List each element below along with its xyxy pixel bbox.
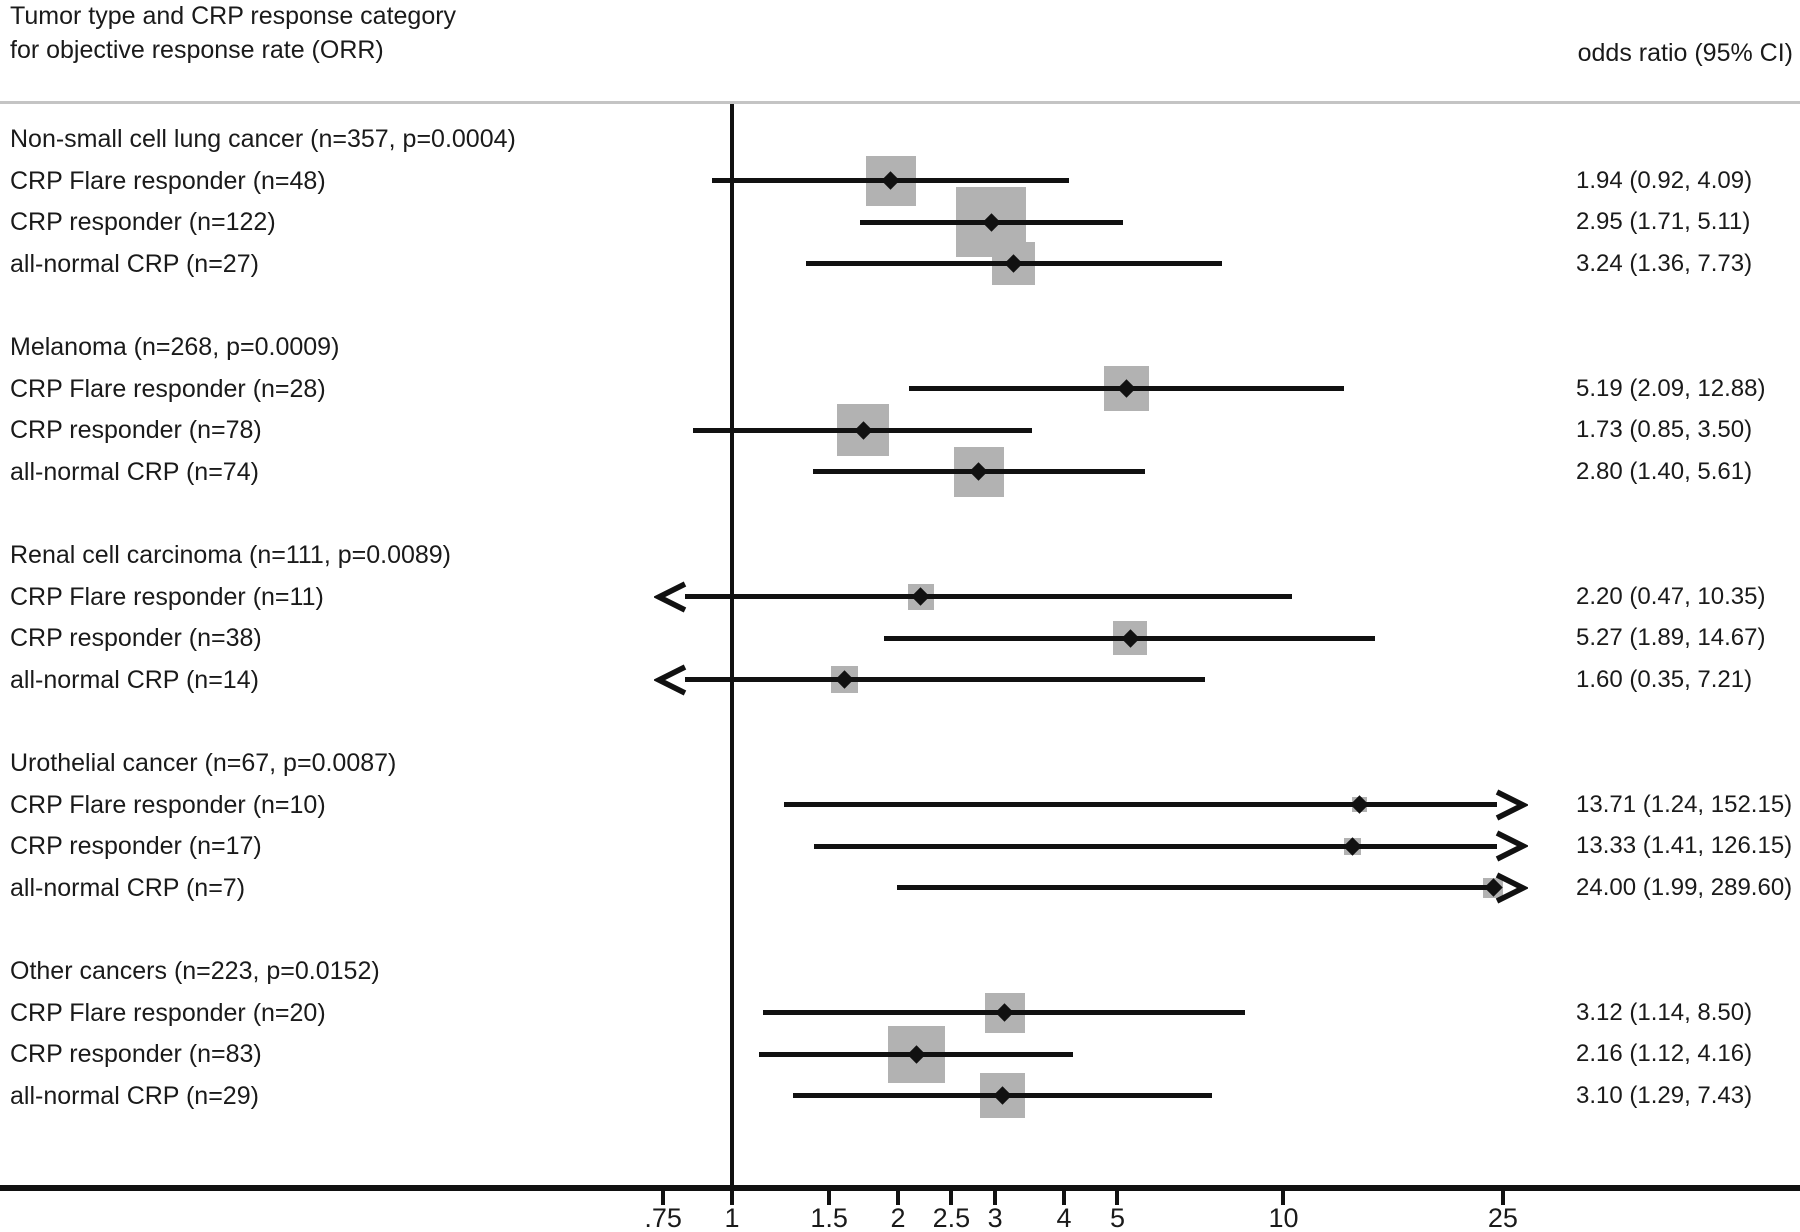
row-label: CRP responder (n=78) [10,416,262,445]
group-label: Melanoma (n=268, p=0.0009) [10,333,340,361]
odds-ratio-value: 2.80 (1.40, 5.61) [1576,457,1753,485]
odds-ratio-value: 1.73 (0.85, 3.50) [1576,416,1753,444]
group-label: Other cancers (n=223, p=0.0152) [10,957,380,985]
left-arrow-icon [654,580,688,614]
odds-ratio-value: 1.94 (0.92, 4.09) [1576,166,1753,194]
odds-ratio-value: 3.12 (1.14, 8.50) [1576,998,1753,1026]
odds-ratio-value: 1.60 (0.35, 7.21) [1576,665,1753,693]
right-arrow-icon [1494,788,1528,822]
row-label: CRP responder (n=83) [10,1040,262,1069]
axis-tick-label: .75 [644,1203,682,1232]
x-axis-line [0,1185,1800,1191]
odds-ratio-value: 5.27 (1.89, 14.67) [1576,624,1766,652]
group-label: Renal cell carcinoma (n=111, p=0.0089) [10,541,452,569]
row-label: all-normal CRP (n=29) [10,1081,259,1110]
row-label: CRP Flare responder (n=10) [10,790,326,819]
axis-tick-label: 2 [890,1203,906,1232]
row-label: all-normal CRP (n=14) [10,665,259,694]
axis-tick-label: 4 [1056,1203,1072,1232]
row-label: CRP Flare responder (n=28) [10,374,326,403]
chart-title-line-2: for objective response rate (ORR) [10,36,384,64]
odds-ratio-value: 2.16 (1.12, 4.16) [1576,1040,1753,1068]
left-arrow-icon [654,663,688,697]
axis-tick-label: 2.5 [932,1203,971,1232]
odds-ratio-value: 24.00 (1.99, 289.60) [1576,873,1793,901]
row-label: all-normal CRP (n=74) [10,457,259,486]
axis-tick-label: 3 [987,1203,1003,1232]
reference-line [730,104,734,1187]
row-label: CRP Flare responder (n=48) [10,166,326,195]
row-label: CRP responder (n=38) [10,624,262,653]
odds-ratio-value: 2.20 (0.47, 10.35) [1576,582,1766,610]
odds-ratio-value: 5.19 (2.09, 12.88) [1576,374,1766,402]
odds-ratio-value: 3.24 (1.36, 7.73) [1576,249,1753,277]
axis-tick-label: 1 [724,1203,740,1232]
ci-line [685,594,1292,599]
value-column-header: odds ratio (95% CI) [1577,39,1793,67]
group-label: Non-small cell lung cancer (n=357, p=0.0004) [10,125,516,153]
chart-title-line-1: Tumor type and CRP response category [10,2,457,30]
row-label: CRP Flare responder (n=11) [10,582,324,611]
axis-tick-label: 10 [1268,1203,1299,1232]
odds-ratio-value: 13.33 (1.41, 126.15) [1576,832,1793,860]
header-separator-line [0,101,1800,104]
group-label: Urothelial cancer (n=67, p=0.0087) [10,749,397,777]
axis-tick-label: 5 [1109,1203,1125,1232]
ci-line [784,802,1497,807]
row-label: CRP responder (n=17) [10,832,262,861]
odds-ratio-value: 13.71 (1.24, 152.15) [1576,790,1793,818]
axis-tick-label: 1.5 [810,1203,848,1232]
axis-tick-label: 25 [1487,1203,1518,1232]
ci-line [685,677,1205,682]
ci-line [897,885,1497,890]
row-label: CRP Flare responder (n=20) [10,998,326,1027]
row-label: all-normal CRP (n=7) [10,873,246,902]
odds-ratio-value: 2.95 (1.71, 5.11) [1576,208,1751,236]
row-label: all-normal CRP (n=27) [10,249,259,278]
right-arrow-icon [1494,829,1528,863]
ci-line [814,844,1497,849]
row-label: CRP responder (n=122) [10,208,276,237]
odds-ratio-value: 3.10 (1.29, 7.43) [1576,1081,1753,1109]
